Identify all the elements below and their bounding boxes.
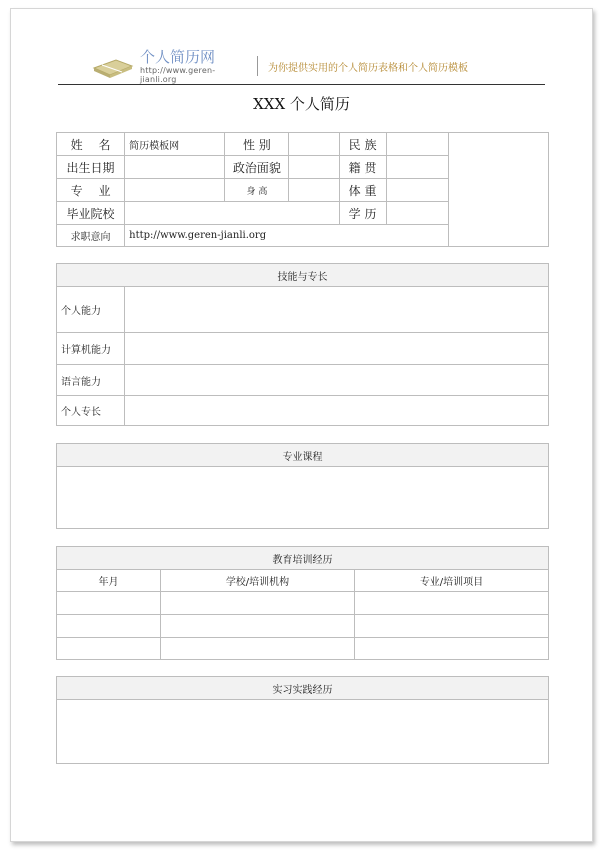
skills-table [56,263,549,426]
height-label: 身 高 [225,179,289,202]
cell[interactable] [355,592,549,615]
gender-label: 性 别 [225,133,289,156]
header-rule [58,84,545,85]
intent-value[interactable]: http://www.geren-jianli.org [125,225,449,247]
skill-row-value[interactable] [125,396,549,426]
basic-info-table [56,132,549,247]
skill-row-value[interactable] [125,287,549,333]
native-label: 籍 贯 [339,156,386,179]
skills-title: 技能与专长 [57,264,549,287]
gender-value[interactable] [289,133,339,156]
name-label: 姓 名 [57,133,125,156]
cell[interactable] [57,615,161,638]
book-logo-icon [92,58,134,78]
skill-row-label: 计算机能力 [57,333,125,365]
cell[interactable] [57,638,161,660]
courses-content[interactable] [57,467,549,529]
education-title: 教育培训经历 [57,547,549,570]
politics-value[interactable] [289,156,339,179]
col-header-date: 年月 [57,570,161,592]
birth-value[interactable] [125,156,225,179]
table-row [57,592,549,615]
school-label: 毕业院校 [57,202,125,225]
intent-label: 求职意向 [57,225,125,247]
resume-title: XXX 个人简历 [253,95,350,113]
slogan: 为你提供实用的个人简历表格和个人简历模板 [268,63,468,74]
practice-table [56,676,549,764]
cell[interactable] [355,638,549,660]
skill-row-label: 个人专长 [57,396,125,426]
major-value[interactable] [125,179,225,202]
cell[interactable] [57,592,161,615]
header-divider [257,56,258,76]
weight-value[interactable] [386,179,448,202]
brand-name: 个人简历网 [140,48,216,66]
cell[interactable] [161,592,355,615]
photo-cell[interactable] [448,133,548,247]
site-logo[interactable] [82,44,242,86]
name-value[interactable]: 简历模板网 [125,133,225,156]
col-header-program: 专业/培训项目 [355,570,549,592]
politics-label: 政治面貌 [225,156,289,179]
skill-row-label: 个人能力 [57,287,125,333]
cell[interactable] [161,638,355,660]
school-value[interactable] [125,202,339,225]
birth-label: 出生日期 [57,156,125,179]
table-row [57,638,549,660]
brand-url: http://www.geren-jianli.org [140,66,216,84]
col-header-school: 学校/培训机构 [161,570,355,592]
weight-label: 体 重 [339,179,386,202]
degree-label: 学 历 [339,202,386,225]
major-label: 专 业 [57,179,125,202]
degree-value[interactable] [386,202,448,225]
skill-row-value[interactable] [125,365,549,396]
practice-content[interactable] [57,700,549,764]
native-value[interactable] [386,156,448,179]
skill-row-label: 语言能力 [57,365,125,396]
ethnic-value[interactable] [386,133,448,156]
table-row [57,615,549,638]
cell[interactable] [355,615,549,638]
courses-table [56,443,549,529]
practice-title: 实习实践经历 [57,677,549,700]
height-value[interactable] [289,179,339,202]
ethnic-label: 民 族 [339,133,386,156]
cell[interactable] [161,615,355,638]
education-table [56,546,549,660]
courses-title: 专业课程 [57,444,549,467]
skill-row-value[interactable] [125,333,549,365]
